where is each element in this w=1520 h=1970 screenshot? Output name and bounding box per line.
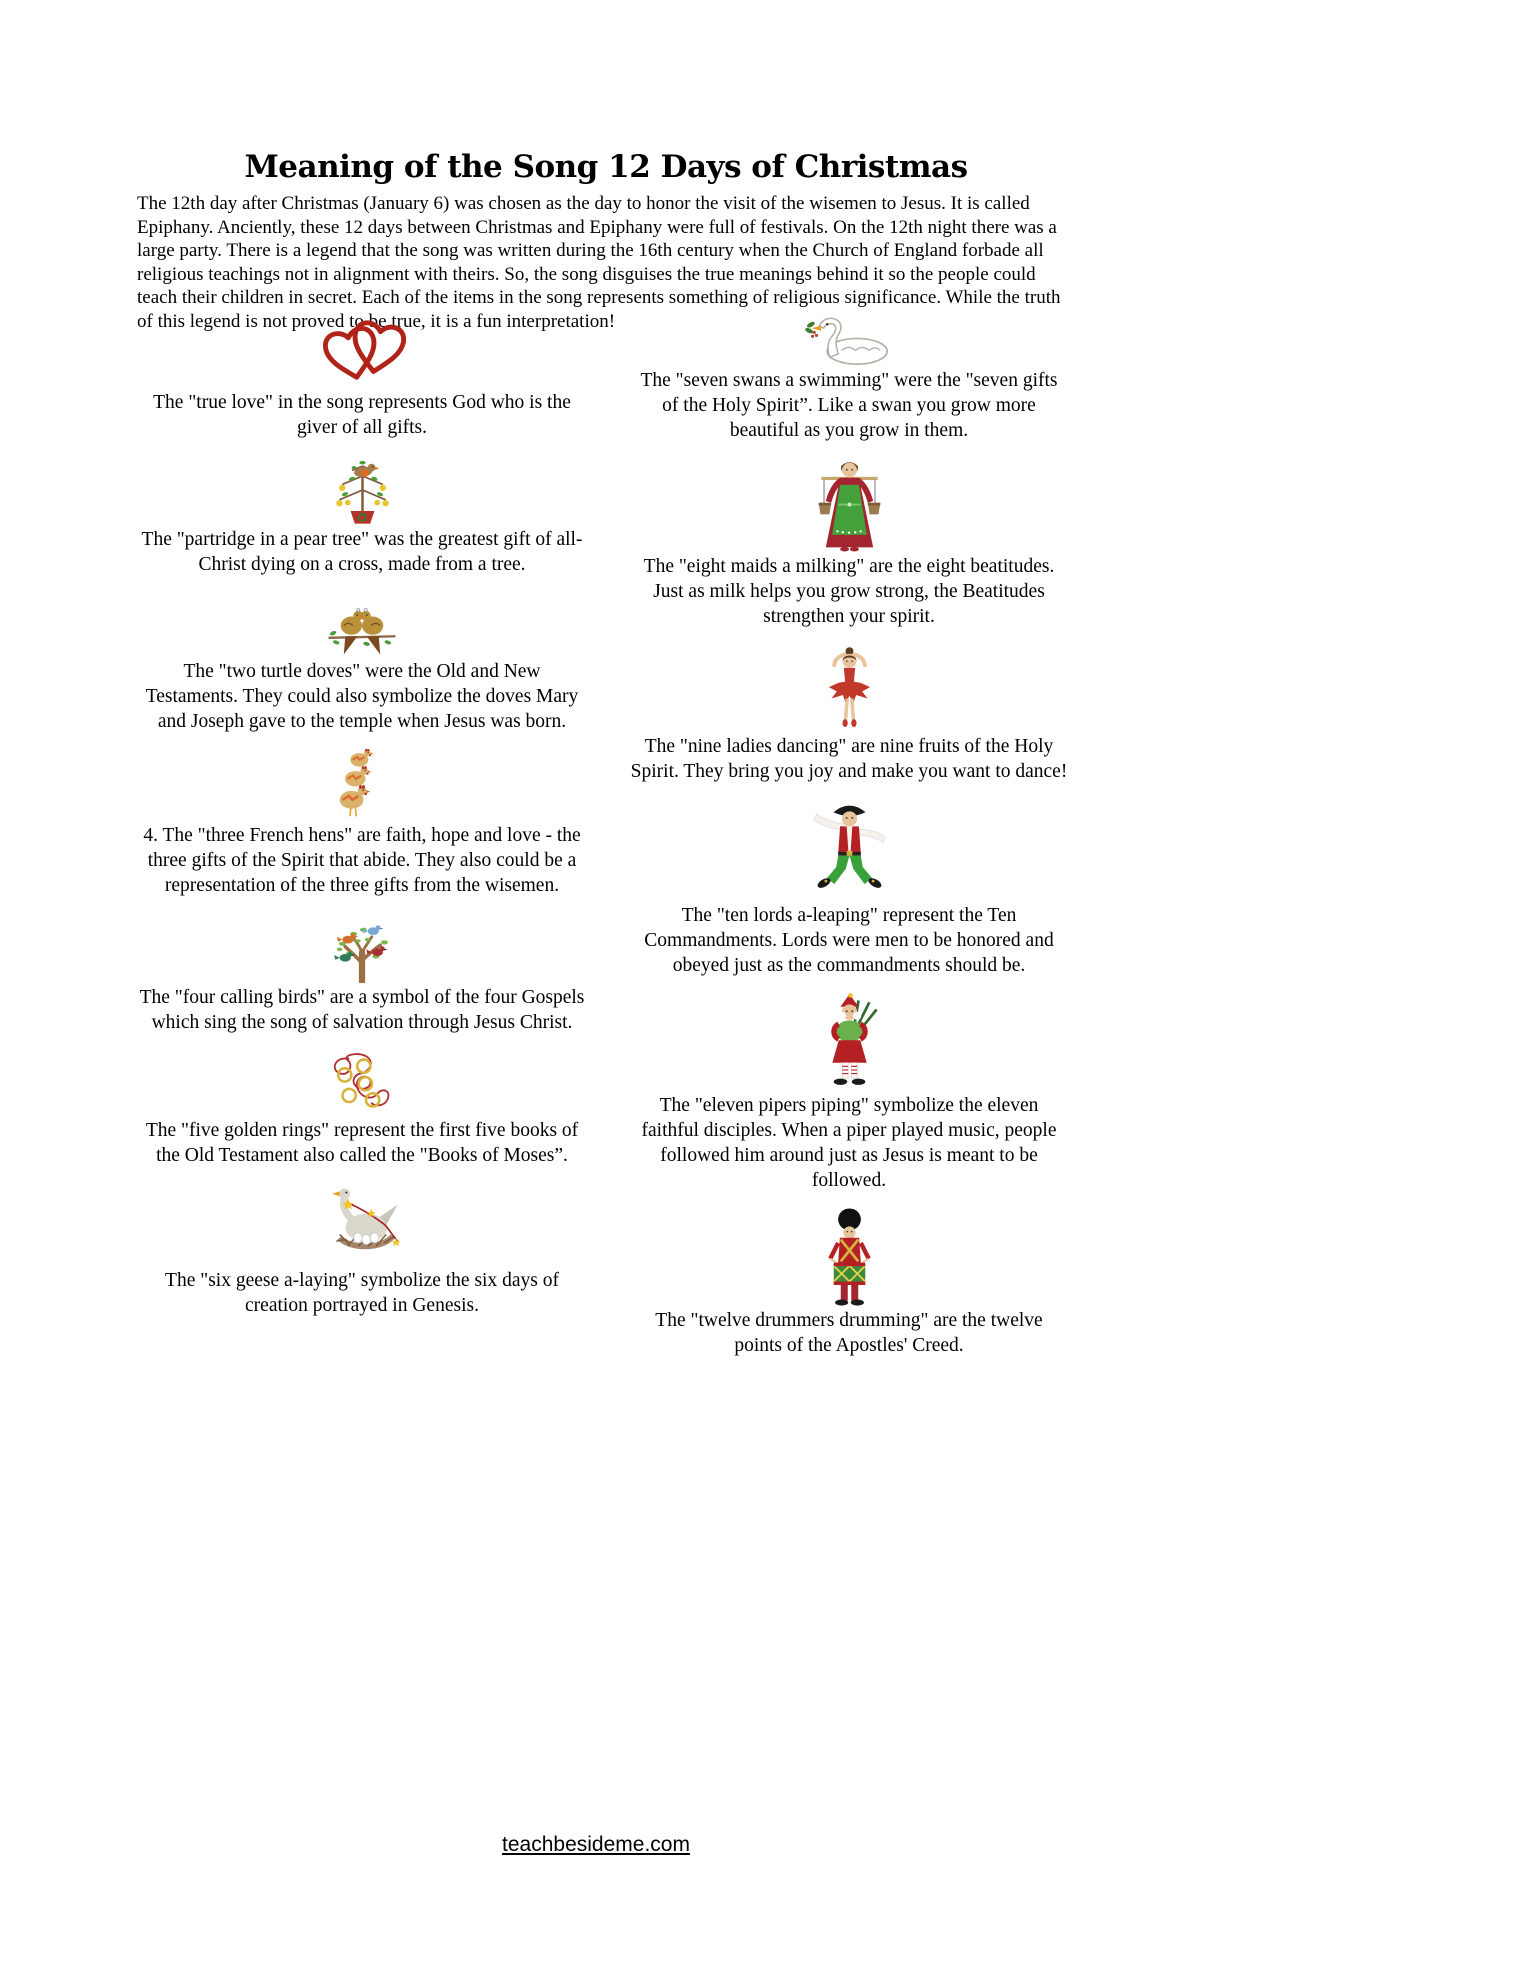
gift-text-geese: The "six geese a-laying" symbolize the six days of creation portrayed in Genesis. (165, 1270, 559, 1316)
gift-item-ladies (630, 644, 1068, 784)
intro-paragraph: The 12th day after Christmas (January 6) was chosen as the day to honor the visit of the wisemen to Jesus. It is called Epiphany. Anciently, these 12 days between Christmas and Epiphany were full of festivals. On the 12th night there was a large party. There is a legend that the song was written during the 16th century when the Church of England forbade all religious teachings not in alignment with theirs. So, the song disguises the true meanings behind it so the people could teach their children in secret. Each of the items in the song represents something of religious significance. While the truth of this legend is not proved to be true, it is a fun interpretation! (137, 193, 1061, 332)
gift-item-french-hens (137, 749, 587, 898)
seven-swans-icon (804, 316, 894, 366)
gift-text-maids: The "eight maids a milking" are the eight beatitudes. Just as milk helps you grow strong, the Beatitudes strengthen your spirit. (643, 556, 1055, 627)
gift-text-golden-rings: The "five golden rings" represent the first five books of the Old Testament also called the "Books of Moses”. (145, 1120, 579, 1166)
gift-item-geese (137, 1183, 587, 1318)
two-hearts-icon (319, 314, 406, 388)
gift-text-pipers: The "eleven pipers piping" symbolize the eleven faithful disciples. When a piper played music, people followed him around just as Jesus is meant to be followed. (641, 1095, 1057, 1191)
left-column (137, 314, 587, 1333)
right-column (630, 316, 1068, 1373)
eight-maids-milking-icon (816, 458, 883, 552)
twelve-drummers-icon (818, 1208, 881, 1306)
gift-item-turtle-doves (137, 592, 587, 734)
gift-text-french-hens: 4. The "three French hens" are faith, hope and love - the three gifts of the Spirit that abide. They also could be a representation of the three gifts from the wisemen. (143, 825, 581, 896)
gift-item-calling-birds (137, 913, 587, 1035)
gift-item-golden-rings (137, 1050, 587, 1168)
gift-item-maids (630, 458, 1068, 629)
gift-text-ladies: The "nine ladies dancing" are nine fruits of the Holy Spirit. They bring you joy and make you want to dance! (630, 736, 1068, 782)
footer-site-link[interactable]: teachbesideme.com (502, 1833, 690, 1856)
eleven-pipers-piping-icon (817, 993, 882, 1091)
four-calling-birds-icon (327, 913, 397, 983)
gift-text-lords: The "ten lords a-leaping" represent the Ten Commandments. Lords were men to be honored and obeyed just as the commandments should be. (644, 905, 1054, 976)
gift-text-drummers: The "twelve drummers drumming" are the twelve points of the Apostles' Creed. (655, 1310, 1043, 1356)
three-french-hens-icon (338, 749, 387, 821)
gift-item-partridge (137, 455, 587, 577)
turtle-doves-icon (324, 592, 400, 657)
gift-item-true-love (137, 314, 587, 440)
gift-text-swans: The "seven swans a swimming" were the "seven gifts of the Holy Spirit”. Like a swan you grow more beautiful as you grow in them. (640, 370, 1058, 441)
page-title: Meaning of the Song 12 Days of Christmas (244, 148, 968, 185)
nine-ladies-dancing-icon (821, 644, 878, 732)
gift-text-partridge: The "partridge in a pear tree" was the greatest gift of all- Christ dying on a cross, made from a tree. (141, 529, 583, 575)
footer (0, 1833, 1192, 1857)
gift-item-pipers (630, 993, 1068, 1193)
gift-text-turtle-doves: The "two turtle doves" were the Old and New Testaments. They could also symbolize the doves Mary and Joseph gave to the temple when Jesus was born. (145, 661, 579, 732)
gift-item-drummers (630, 1208, 1068, 1358)
partridge-pear-tree-icon (331, 455, 394, 525)
ten-lords-leaping-icon (808, 799, 891, 901)
gift-text-calling-birds: The "four calling birds" are a symbol of the four Gospels which sing the song of salvation through Jesus Christ. (139, 987, 585, 1033)
gift-item-swans (630, 316, 1068, 443)
five-golden-rings-icon (327, 1050, 397, 1116)
six-geese-a-laying-icon (323, 1183, 402, 1266)
gift-text-true-love: The "true love" in the song represents God who is the giver of all gifts. (153, 392, 571, 438)
gift-item-lords (630, 799, 1068, 978)
